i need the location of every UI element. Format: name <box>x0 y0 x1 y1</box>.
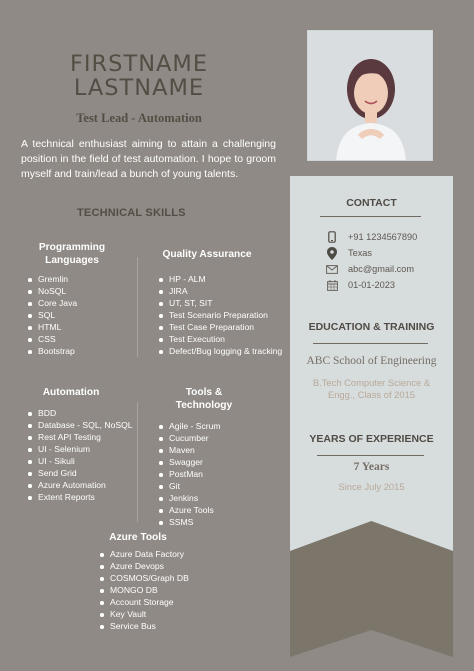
list-item: Agile - Scrum <box>157 420 287 432</box>
list-item: SSMS <box>157 516 287 528</box>
list-item: Azure Automation <box>26 479 138 491</box>
automation-list <box>26 407 138 503</box>
list-item: COSMOS/Graph DB <box>98 572 218 584</box>
list-item: Rest API Testing <box>26 431 138 443</box>
contact-email <box>325 262 414 276</box>
list-item: Service Bus <box>98 620 218 632</box>
list-item: CSS <box>26 333 138 345</box>
contact-location <box>325 246 372 260</box>
qa-list <box>157 273 297 357</box>
avatar-image <box>308 31 433 161</box>
tools-title: Tools & Technology <box>175 387 233 411</box>
list-item: JIRA <box>157 285 297 297</box>
list-item: Git <box>157 480 287 492</box>
list-item: NoSQL <box>26 285 138 297</box>
list-item: Bootstrap <box>26 345 138 357</box>
tools-list <box>157 420 287 528</box>
location-pin-icon <box>325 246 339 260</box>
list-item: UT, ST, SIT <box>157 297 297 309</box>
full-name <box>40 52 238 100</box>
location-text: Texas <box>348 248 372 258</box>
azure-title: Azure Tools <box>109 532 167 543</box>
technical-skills-title: TECHNICAL SKILLS <box>77 207 186 219</box>
phone-text: +91 1234567890 <box>348 232 418 242</box>
list-item: Send Grid <box>26 467 138 479</box>
calendar-icon <box>325 278 339 292</box>
contact-phone <box>325 230 417 244</box>
list-item: Jenkins <box>157 492 287 504</box>
school-name: ABC School of Engineering <box>306 355 437 367</box>
list-item: MONGO DB <box>98 584 218 596</box>
first-name: FIRSTNAME <box>69 51 209 77</box>
automation-title: Automation <box>42 387 100 398</box>
list-item: Defect/Bug logging & tracking <box>157 345 297 357</box>
education-title: EDUCATION & TRAINING <box>308 321 435 333</box>
profile-photo <box>307 30 433 161</box>
email-text: abc@gmail.com <box>348 264 415 274</box>
qa-title: Quality Assurance <box>162 249 252 260</box>
list-item: HP - ALM <box>157 273 297 285</box>
list-item: Key Vault <box>98 608 218 620</box>
list-item: Gremlin <box>26 273 138 285</box>
contact-date <box>325 278 395 292</box>
azure-list <box>98 548 218 632</box>
programming-skills <box>26 241 138 357</box>
azure-skills <box>98 531 218 632</box>
job-title: Test Lead - Automation <box>76 111 202 125</box>
degree-text: B.Tech Computer Science & Engg., Class of 2015 <box>312 377 431 400</box>
list-item: Core Java <box>26 297 138 309</box>
contact-title: CONTACT <box>346 197 397 209</box>
phone-icon <box>325 230 339 244</box>
list-item: Test Case Preparation <box>157 321 297 333</box>
summary-text: A technical enthusiast aiming to attain a challenging position in the field of test automation. I hope to groom myself and train/lead a bunch of young talents. <box>21 138 276 180</box>
qa-skills <box>157 248 297 357</box>
list-item: Database - SQL, NoSQL <box>26 419 138 431</box>
list-item: PostMan <box>157 468 287 480</box>
list-item: Test Execution <box>157 333 297 345</box>
list-item: UI - Sikuli <box>26 455 138 467</box>
list-item: Swagger <box>157 456 287 468</box>
list-item: Test Scenario Preparation <box>157 309 297 321</box>
email-icon <box>325 262 339 276</box>
list-item: Maven <box>157 444 287 456</box>
list-item: SQL <box>26 309 138 321</box>
experience-title: YEARS OF EXPERIENCE <box>309 433 434 445</box>
skills-divider-top <box>137 257 138 357</box>
list-item: HTML <box>26 321 138 333</box>
years-value: 7 Years <box>353 461 390 473</box>
education-underline <box>313 343 428 344</box>
list-item: BDD <box>26 407 138 419</box>
list-item: Account Storage <box>98 596 218 608</box>
experience-underline <box>317 455 424 456</box>
list-item: Azure Tools <box>157 504 287 516</box>
list-item: Cucumber <box>157 432 287 444</box>
list-item: Azure Data Factory <box>98 548 218 560</box>
programming-title: Programming Languages <box>38 242 106 266</box>
list-item: Extent Reports <box>26 491 138 503</box>
since-text: Since July 2015 <box>338 481 405 492</box>
date-text: 01-01-2023 <box>348 280 395 290</box>
list-item: Azure Devops <box>98 560 218 572</box>
last-name: LASTNAME <box>73 75 205 101</box>
automation-skills <box>26 386 138 503</box>
contact-underline <box>320 216 421 217</box>
skills-divider-bottom <box>137 402 138 522</box>
programming-list <box>26 273 138 357</box>
list-item: UI - Selenium <box>26 443 138 455</box>
tools-skills <box>157 386 287 528</box>
